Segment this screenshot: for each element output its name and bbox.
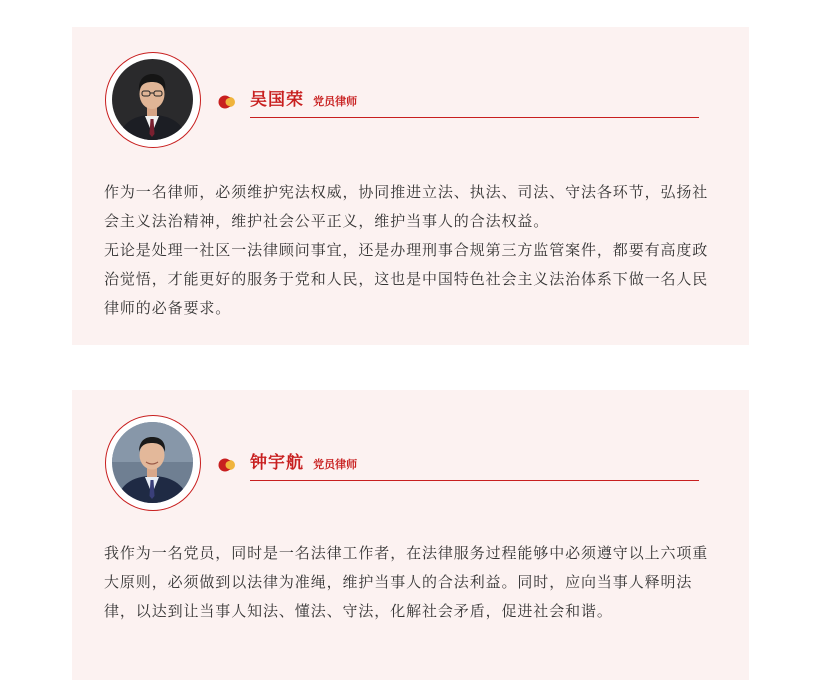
statement-text <box>104 539 720 626</box>
name-underline <box>250 117 699 118</box>
lawyer-card-zhong-yuhang <box>72 390 749 680</box>
avatar <box>112 422 193 503</box>
lawyer-card-wu-guorong <box>72 27 749 345</box>
statement-paragraph: 无论是处理一社区一法律顾问事宜，还是办理刑事合规第三方监管案件，都要有高度政治觉悟，才能更好的服务于党和人民，这也是中国特色社会主义法治体系下做一名人民律师的必备要求。 <box>104 241 709 317</box>
lawyer-role: 党员律师 <box>313 95 358 108</box>
avatar <box>112 59 193 140</box>
statement-text <box>104 178 720 323</box>
lawyer-role: 党员律师 <box>313 458 358 471</box>
statement-paragraph: 作为一名律师，必须维护宪法权威，协同推进立法、执法、司法、守法各环节，弘扬社会主义法治精神，维护社会公平正义，维护当事人的合法权益。 <box>104 183 709 230</box>
name-underline <box>250 480 699 481</box>
lawyer-name: 吴国荣 <box>250 90 304 110</box>
name-row <box>250 85 357 110</box>
lawyer-name: 钟宇航 <box>250 453 304 473</box>
avatar-frame <box>105 415 201 511</box>
avatar-frame <box>105 52 201 148</box>
statement-paragraph: 我作为一名党员，同时是一名法律工作者，在法律服务过程能够中必须遵守以上六项重大原则，必须做到以法律为准绳，维护当事人的合法利益。同时，应向当事人释明法律，以达到让当事人知法、懂法、守法，化解社会矛盾，促进社会和谐。 <box>104 544 709 620</box>
name-row <box>250 448 357 473</box>
red-yellow-dot-icon <box>218 457 236 473</box>
red-yellow-dot-icon <box>218 94 236 110</box>
